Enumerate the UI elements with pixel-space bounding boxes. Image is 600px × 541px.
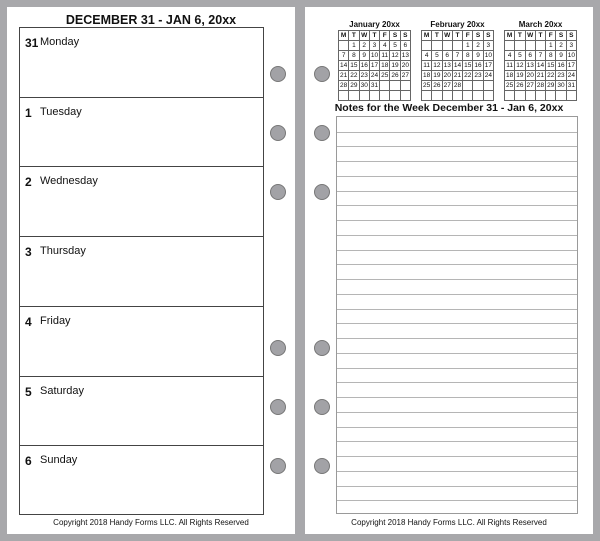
note-line bbox=[337, 338, 577, 339]
date-cell: 29 bbox=[547, 82, 555, 89]
day-number: 5 bbox=[25, 384, 32, 399]
date-cell bbox=[359, 91, 369, 101]
weekday-header: S bbox=[566, 31, 576, 41]
date-cell: 5 bbox=[432, 51, 442, 61]
date-cell: 28 bbox=[340, 82, 348, 89]
note-line bbox=[337, 441, 577, 442]
date-cell bbox=[432, 91, 442, 101]
date-cell: 10 bbox=[370, 52, 379, 59]
note-line bbox=[337, 205, 577, 206]
date-cell bbox=[515, 91, 525, 101]
date-cell: 27 bbox=[401, 72, 409, 79]
date-cell: 28 bbox=[453, 82, 462, 89]
date-cell: 27 bbox=[443, 82, 451, 89]
date-cell: 12 bbox=[516, 62, 524, 69]
date-cell bbox=[422, 91, 432, 101]
weekday-header: S bbox=[390, 31, 400, 41]
day-number: 4 bbox=[25, 314, 32, 329]
date-cell: 22 bbox=[547, 72, 555, 79]
date-cell: 15 bbox=[547, 62, 555, 69]
weekday-header: W bbox=[359, 31, 369, 41]
date-cell: 3 bbox=[566, 41, 576, 51]
note-line bbox=[337, 486, 577, 487]
date-cell bbox=[566, 91, 576, 101]
note-line bbox=[337, 368, 577, 369]
date-cell: 31 bbox=[567, 82, 575, 89]
date-cell: 9 bbox=[359, 51, 369, 61]
date-cell: 22 bbox=[464, 72, 472, 79]
date-cell: 7 bbox=[452, 51, 462, 61]
copyright-right: Copyright 2018 Handy Forms LLC. All Rights Reserved bbox=[351, 518, 547, 527]
weekday-header: T bbox=[535, 31, 545, 41]
binder-hole-icon bbox=[314, 125, 330, 141]
date-cell: 8 bbox=[463, 51, 473, 61]
day-number: 2 bbox=[25, 175, 32, 190]
weekday-header: T bbox=[452, 31, 462, 41]
binder-hole-icon bbox=[314, 66, 330, 82]
date-cell: 12 bbox=[391, 52, 399, 59]
date-cell bbox=[400, 91, 410, 101]
month-title: February 20xx bbox=[430, 20, 485, 29]
date-cell bbox=[339, 91, 349, 101]
weekday-header: T bbox=[349, 31, 359, 41]
weekday-header: W bbox=[442, 31, 452, 41]
date-cell bbox=[380, 91, 390, 101]
day-name: Wednesday bbox=[40, 175, 98, 188]
weekday-header: S bbox=[473, 31, 483, 41]
date-cell: 11 bbox=[423, 62, 431, 69]
note-line bbox=[337, 353, 577, 354]
weekday-header: T bbox=[515, 31, 525, 41]
date-cell: 10 bbox=[567, 52, 575, 59]
day-block[interactable] bbox=[20, 167, 263, 237]
date-cell bbox=[452, 41, 462, 51]
date-cell: 29 bbox=[350, 82, 358, 89]
date-cell bbox=[400, 81, 410, 91]
date-cell: 10 bbox=[484, 52, 492, 59]
date-cell: 7 bbox=[535, 51, 545, 61]
date-cell bbox=[546, 91, 556, 101]
date-cell: 14 bbox=[340, 62, 348, 69]
binder-hole-icon bbox=[270, 458, 286, 474]
date-cell: 3 bbox=[369, 41, 379, 51]
date-cell bbox=[515, 41, 525, 51]
date-cell: 26 bbox=[391, 72, 399, 79]
weekday-header: W bbox=[525, 31, 535, 41]
day-block[interactable] bbox=[20, 377, 263, 447]
date-cell: 13 bbox=[401, 52, 409, 59]
weekday-header: S bbox=[556, 31, 566, 41]
date-cell bbox=[463, 81, 473, 91]
date-cell: 1 bbox=[349, 41, 359, 51]
calendar-grid bbox=[504, 30, 577, 101]
day-number: 3 bbox=[25, 245, 32, 260]
date-cell: 20 bbox=[443, 72, 451, 79]
date-cell: 26 bbox=[516, 82, 524, 89]
date-cell: 16 bbox=[360, 62, 368, 69]
date-cell: 21 bbox=[340, 72, 348, 79]
date-cell: 25 bbox=[423, 82, 431, 89]
note-line bbox=[337, 176, 577, 177]
note-line bbox=[337, 427, 577, 428]
date-cell bbox=[525, 41, 535, 51]
note-line bbox=[337, 191, 577, 192]
mini-calendar bbox=[504, 19, 577, 101]
date-cell: 17 bbox=[567, 62, 575, 69]
date-cell bbox=[505, 91, 515, 101]
weekday-header: F bbox=[380, 31, 390, 41]
binder-hole-icon bbox=[270, 399, 286, 415]
date-cell: 6 bbox=[442, 51, 452, 61]
notes-title: Notes for the Week December 31 - Jan 6, 20xx bbox=[334, 102, 564, 114]
weekday-header: M bbox=[505, 31, 515, 41]
note-line bbox=[337, 220, 577, 221]
date-cell: 22 bbox=[350, 72, 358, 79]
binder-hole-icon bbox=[314, 399, 330, 415]
date-cell: 13 bbox=[526, 62, 534, 69]
date-cell: 25 bbox=[381, 72, 389, 79]
weekday-header: S bbox=[400, 31, 410, 41]
date-cell bbox=[525, 91, 535, 101]
weekday-header: T bbox=[369, 31, 379, 41]
mini-calendar bbox=[338, 19, 411, 101]
date-cell: 8 bbox=[546, 51, 556, 61]
date-cell bbox=[483, 81, 493, 91]
date-cell: 6 bbox=[400, 41, 410, 51]
note-line bbox=[337, 412, 577, 413]
date-cell: 11 bbox=[506, 62, 514, 69]
note-line bbox=[337, 279, 577, 280]
day-number: 6 bbox=[25, 454, 32, 469]
binder-hole-icon bbox=[270, 184, 286, 200]
date-cell bbox=[339, 41, 349, 51]
note-line bbox=[337, 456, 577, 457]
date-cell: 3 bbox=[483, 41, 493, 51]
date-cell: 1 bbox=[463, 41, 473, 51]
date-cell: 31 bbox=[370, 82, 379, 89]
date-cell: 27 bbox=[526, 82, 534, 89]
day-number: 1 bbox=[25, 105, 32, 120]
binder-hole-icon bbox=[270, 340, 286, 356]
date-cell: 16 bbox=[557, 62, 565, 69]
calendar-grid bbox=[338, 30, 411, 101]
day-name: Tuesday bbox=[40, 105, 82, 118]
date-cell bbox=[380, 81, 390, 91]
date-cell bbox=[505, 41, 515, 51]
note-line bbox=[337, 382, 577, 383]
date-cell: 20 bbox=[401, 62, 409, 69]
day-block[interactable] bbox=[20, 28, 263, 98]
date-cell: 21 bbox=[453, 72, 462, 79]
day-block[interactable] bbox=[20, 307, 263, 377]
date-cell: 4 bbox=[422, 51, 432, 61]
date-cell: 26 bbox=[433, 82, 441, 89]
left-page bbox=[7, 7, 295, 534]
note-line bbox=[337, 264, 577, 265]
day-list bbox=[19, 27, 264, 515]
date-cell bbox=[463, 91, 473, 101]
month-title: January 20xx bbox=[349, 20, 400, 29]
date-cell: 18 bbox=[423, 72, 431, 79]
binder-hole-icon bbox=[270, 125, 286, 141]
day-block[interactable] bbox=[20, 446, 263, 516]
date-cell: 24 bbox=[370, 72, 379, 79]
date-cell: 18 bbox=[381, 62, 389, 69]
week-title: DECEMBER 31 - JAN 6, 20xx bbox=[65, 13, 237, 27]
notes-area bbox=[336, 116, 578, 514]
date-cell bbox=[369, 91, 379, 101]
note-line bbox=[337, 500, 577, 501]
note-line bbox=[337, 471, 577, 472]
date-cell: 23 bbox=[557, 72, 565, 79]
date-cell: 30 bbox=[360, 82, 368, 89]
note-line bbox=[337, 397, 577, 398]
day-block[interactable] bbox=[20, 237, 263, 307]
date-cell bbox=[483, 91, 493, 101]
date-cell: 15 bbox=[350, 62, 358, 69]
date-cell: 15 bbox=[464, 62, 472, 69]
date-cell: 17 bbox=[370, 62, 379, 69]
date-cell: 12 bbox=[433, 62, 441, 69]
month-title: March 20xx bbox=[518, 20, 563, 29]
date-cell: 8 bbox=[349, 51, 359, 61]
date-cell: 14 bbox=[453, 62, 462, 69]
day-name: Friday bbox=[40, 314, 71, 327]
note-line bbox=[337, 294, 577, 295]
weekday-header: M bbox=[422, 31, 432, 41]
note-line bbox=[337, 132, 577, 133]
date-cell: 17 bbox=[484, 62, 492, 69]
date-cell: 11 bbox=[381, 52, 389, 59]
date-cell: 24 bbox=[484, 72, 492, 79]
date-cell: 18 bbox=[506, 72, 514, 79]
date-cell: 2 bbox=[359, 41, 369, 51]
date-cell: 19 bbox=[391, 62, 399, 69]
date-cell: 30 bbox=[557, 82, 565, 89]
date-cell bbox=[473, 91, 483, 101]
weekday-header: T bbox=[432, 31, 442, 41]
date-cell bbox=[473, 81, 483, 91]
date-cell: 7 bbox=[339, 51, 349, 61]
date-cell: 5 bbox=[515, 51, 525, 61]
weekday-header: S bbox=[483, 31, 493, 41]
note-line bbox=[337, 323, 577, 324]
date-cell: 19 bbox=[433, 72, 441, 79]
weekday-header: F bbox=[546, 31, 556, 41]
date-cell bbox=[442, 41, 452, 51]
date-cell bbox=[390, 91, 400, 101]
note-line bbox=[337, 146, 577, 147]
date-cell: 14 bbox=[536, 62, 545, 69]
date-cell: 4 bbox=[380, 41, 390, 51]
date-cell bbox=[432, 41, 442, 51]
note-line bbox=[337, 161, 577, 162]
date-cell: 16 bbox=[474, 62, 482, 69]
date-cell: 2 bbox=[556, 41, 566, 51]
date-cell bbox=[349, 91, 359, 101]
date-cell: 23 bbox=[474, 72, 482, 79]
day-number: 31 bbox=[25, 36, 39, 50]
day-name: Thursday bbox=[40, 245, 86, 258]
date-cell: 5 bbox=[390, 41, 400, 51]
date-cell: 19 bbox=[516, 72, 524, 79]
right-page bbox=[305, 7, 593, 534]
date-cell: 4 bbox=[505, 51, 515, 61]
date-cell: 28 bbox=[536, 82, 545, 89]
date-cell bbox=[442, 91, 452, 101]
date-cell: 6 bbox=[525, 51, 535, 61]
binder-hole-icon bbox=[270, 66, 286, 82]
mini-calendar bbox=[421, 19, 494, 101]
weekday-header: M bbox=[339, 31, 349, 41]
date-cell: 9 bbox=[556, 51, 566, 61]
date-cell: 1 bbox=[546, 41, 556, 51]
date-cell: 25 bbox=[506, 82, 514, 89]
date-cell: 13 bbox=[443, 62, 451, 69]
date-cell bbox=[556, 91, 566, 101]
date-cell: 21 bbox=[536, 72, 545, 79]
date-cell: 20 bbox=[526, 72, 534, 79]
calendar-grid bbox=[421, 30, 494, 101]
note-line bbox=[337, 250, 577, 251]
date-cell: 23 bbox=[360, 72, 368, 79]
weekday-header: F bbox=[463, 31, 473, 41]
date-cell: 2 bbox=[473, 41, 483, 51]
date-cell: 9 bbox=[473, 51, 483, 61]
note-line bbox=[337, 309, 577, 310]
day-name: Monday bbox=[40, 36, 80, 48]
binder-hole-icon bbox=[314, 184, 330, 200]
date-cell bbox=[535, 41, 545, 51]
day-name: Sunday bbox=[40, 454, 78, 467]
day-name: Saturday bbox=[40, 384, 85, 397]
date-cell bbox=[452, 91, 462, 101]
date-cell bbox=[422, 41, 432, 51]
copyright-left: Copyright 2018 Handy Forms LLC. All Rights Reserved bbox=[53, 518, 249, 527]
binder-hole-icon bbox=[314, 458, 330, 474]
binder-hole-icon bbox=[314, 340, 330, 356]
day-block[interactable] bbox=[20, 98, 263, 168]
note-line bbox=[337, 235, 577, 236]
date-cell bbox=[535, 91, 545, 101]
date-cell bbox=[390, 81, 400, 91]
date-cell: 24 bbox=[567, 72, 575, 79]
